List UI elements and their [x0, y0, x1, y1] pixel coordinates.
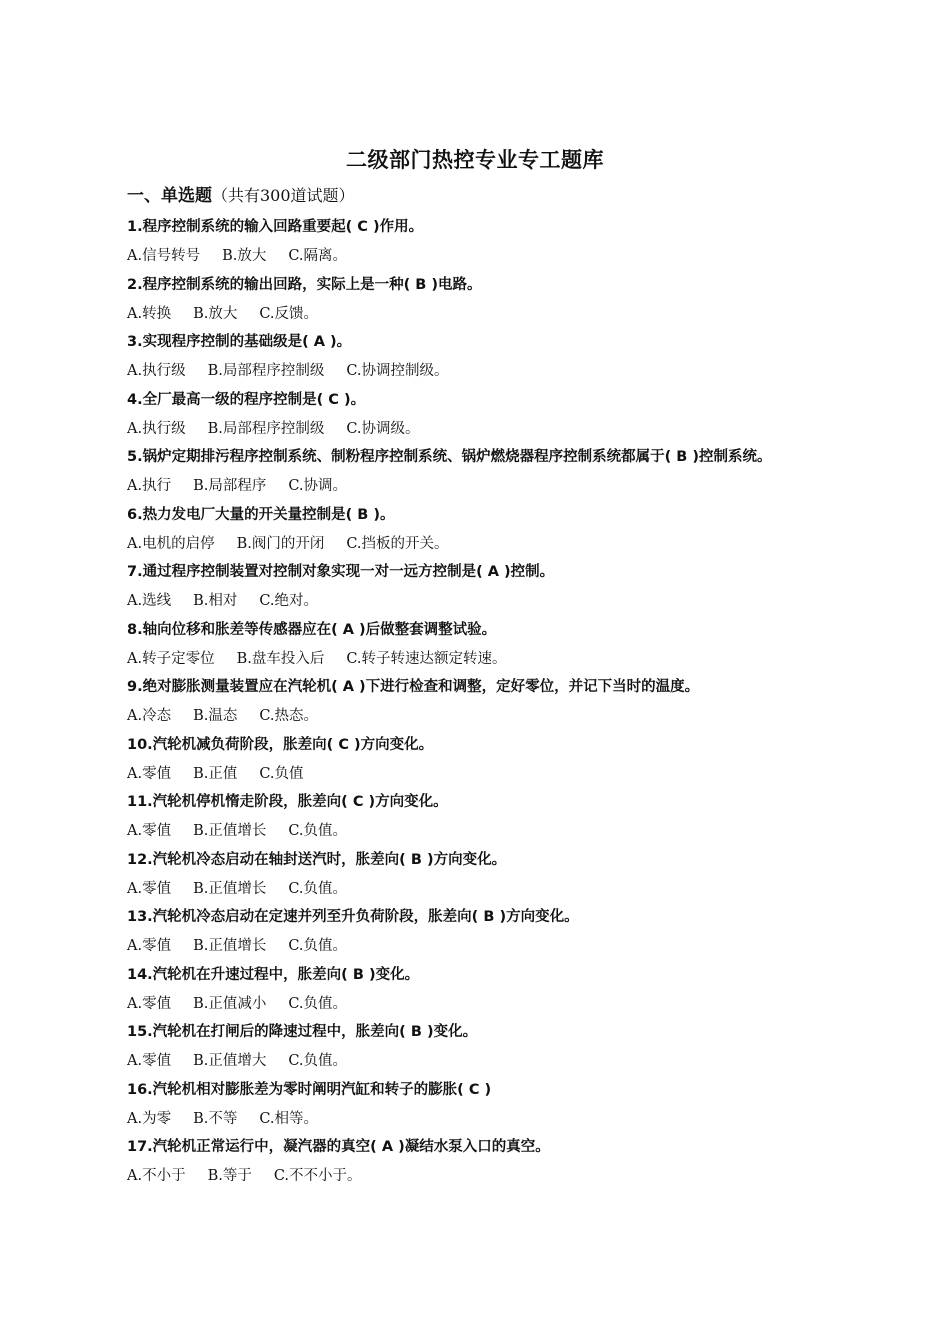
- option-text: A.不小于: [127, 1168, 186, 1184]
- question-text: 7.通过程序控制装置对控制对象实现一对一远方控制是( A )控制。: [127, 564, 555, 580]
- question-item: [127, 961, 827, 1019]
- question-item: [127, 213, 827, 271]
- question-text: 8.轴向位移和胀差等传感器应在( A )后做整套调整试验。: [127, 621, 497, 638]
- question-text: 14.汽轮机在升速过程中，胀差向( B )变化。: [127, 966, 420, 983]
- question-item: [127, 1076, 827, 1134]
- question-text: 4.全厂最高一级的程序控制是( C )。: [127, 391, 366, 408]
- question-text: 13.汽轮机冷态启动在定速并列至升负荷阶段，胀差向( B )方向变化。: [127, 909, 579, 925]
- question-options: [127, 357, 827, 386]
- question-item: [127, 731, 827, 789]
- question-text: 16.汽轮机相对膨胀差为零时阐明汽缸和转子的膨胀( C ): [127, 1081, 492, 1098]
- option-text: A.零值: [127, 823, 172, 839]
- option-text: A.转换: [127, 305, 172, 322]
- option-text: C.负值。: [288, 1053, 348, 1069]
- question-options: [127, 702, 827, 731]
- question-item: [127, 846, 827, 904]
- question-text: 11.汽轮机停机惰走阶段，胀差向( C )方向变化。: [127, 794, 448, 810]
- option-text: B.局部程序控制级: [207, 363, 325, 379]
- option-text: C.挡板的开关。: [346, 535, 449, 552]
- question-item: [127, 903, 827, 961]
- option-text: A.转子定零位: [127, 650, 215, 667]
- option-text: C.反馈。: [259, 305, 319, 322]
- option-text: C.协调。: [288, 478, 348, 494]
- question-options: [127, 990, 827, 1019]
- question-item: [127, 558, 827, 616]
- question-item: [127, 1018, 827, 1076]
- option-text: C.不不小于。: [273, 1168, 362, 1184]
- question-options: [127, 472, 827, 501]
- option-text: A.为零: [127, 1110, 172, 1127]
- question-item: [127, 616, 827, 674]
- question-item: [127, 386, 827, 444]
- option-text: B.正值增长: [193, 823, 267, 839]
- question-item: [127, 328, 827, 386]
- option-text: A.执行: [127, 478, 172, 494]
- question-text: 6.热力发电厂大量的开关量控制是( B )。: [127, 506, 395, 523]
- question-options: [127, 1105, 827, 1134]
- question-options: [127, 932, 827, 961]
- section-heading: [127, 182, 355, 210]
- question-list: [127, 213, 827, 1191]
- option-text: C.热态。: [259, 708, 319, 724]
- option-text: A.选线: [127, 593, 172, 609]
- question-item: [127, 501, 827, 559]
- question-text: 5.锅炉定期排污程序控制系统、制粉程序控制系统、锅炉燃烧器程序控制系统都属于( B )控制系统。: [127, 449, 772, 465]
- question-text: 10.汽轮机减负荷阶段，胀差向( C )方向变化。: [127, 736, 434, 753]
- option-text: B.局部程序控制级: [207, 420, 325, 437]
- option-text: A.零值: [127, 938, 172, 954]
- option-text: C.负值。: [288, 823, 348, 839]
- question-text: 1.程序控制系统的输入回路重要起( C )作用。: [127, 219, 424, 235]
- question-options: [127, 242, 827, 271]
- option-text: C.负值。: [288, 880, 348, 897]
- question-text: 15.汽轮机在打闸后的降速过程中，胀差向( B )变化。: [127, 1024, 478, 1040]
- question-options: [127, 817, 827, 846]
- option-text: B.放大: [193, 305, 238, 322]
- option-text: B.相对: [193, 593, 238, 609]
- option-text: A.冷态: [127, 708, 172, 724]
- option-text: B.正值增大: [193, 1053, 267, 1069]
- question-options: [127, 1047, 827, 1076]
- option-text: B.阀门的开闭: [236, 535, 325, 552]
- option-text: A.零值: [127, 765, 172, 782]
- question-item: [127, 443, 827, 501]
- question-options: [127, 300, 827, 329]
- question-options: [127, 875, 827, 904]
- option-text: A.零值: [127, 880, 172, 897]
- option-text: A.零值: [127, 995, 172, 1012]
- option-text: A.零值: [127, 1053, 172, 1069]
- option-text: A.执行级: [127, 420, 186, 437]
- option-text: C.负值。: [288, 938, 348, 954]
- question-item: [127, 1133, 827, 1191]
- option-text: B.正值增长: [193, 938, 267, 954]
- question-text: 2.程序控制系统的输出回路，实际上是一种( B )电路。: [127, 276, 482, 293]
- section-label: 一、单选题: [127, 186, 212, 206]
- section-note: （共有300道试题）: [212, 186, 355, 205]
- question-text: 12.汽轮机冷态启动在轴封送汽时，胀差向( B )方向变化。: [127, 851, 507, 868]
- question-item: [127, 788, 827, 846]
- question-text: 3.实现程序控制的基础级是( A )。: [127, 334, 352, 350]
- question-text: 17.汽轮机正常运行中，凝汽器的真空( A )凝结水泵入口的真空。: [127, 1139, 550, 1155]
- option-text: C.负值: [259, 765, 304, 782]
- question-text: 9.绝对膨胀测量装置应在汽轮机( A )下进行检查和调整，定好零位，并记下当时的温度。: [127, 679, 700, 695]
- option-text: C.协调控制级。: [346, 363, 449, 379]
- option-text: A.信号转号: [127, 248, 201, 264]
- option-text: C.相等。: [259, 1110, 319, 1127]
- question-options: [127, 645, 827, 674]
- question-options: [127, 587, 827, 616]
- option-text: B.正值: [193, 765, 238, 782]
- option-text: A.电机的启停: [127, 535, 215, 552]
- question-options: [127, 1162, 827, 1191]
- option-text: C.负值。: [288, 995, 348, 1012]
- option-text: B.不等: [193, 1110, 238, 1127]
- option-text: B.正值增长: [193, 880, 267, 897]
- option-text: A.执行级: [127, 363, 186, 379]
- option-text: B.局部程序: [193, 478, 267, 494]
- option-text: B.温态: [193, 708, 238, 724]
- option-text: B.正值减小: [193, 995, 267, 1012]
- page-title: 二级部门热控专业专工题库: [346, 148, 604, 172]
- option-text: C.绝对。: [259, 593, 319, 609]
- question-item: [127, 673, 827, 731]
- question-options: [127, 415, 827, 444]
- question-options: [127, 760, 827, 789]
- option-text: B.放大: [222, 248, 267, 264]
- option-text: C.隔离。: [288, 248, 348, 264]
- option-text: B.等于: [207, 1168, 252, 1184]
- option-text: C.转子转速达额定转速。: [346, 650, 507, 667]
- option-text: C.协调级。: [346, 420, 420, 437]
- question-options: [127, 530, 827, 559]
- option-text: B.盘车投入后: [236, 650, 325, 667]
- question-item: [127, 271, 827, 329]
